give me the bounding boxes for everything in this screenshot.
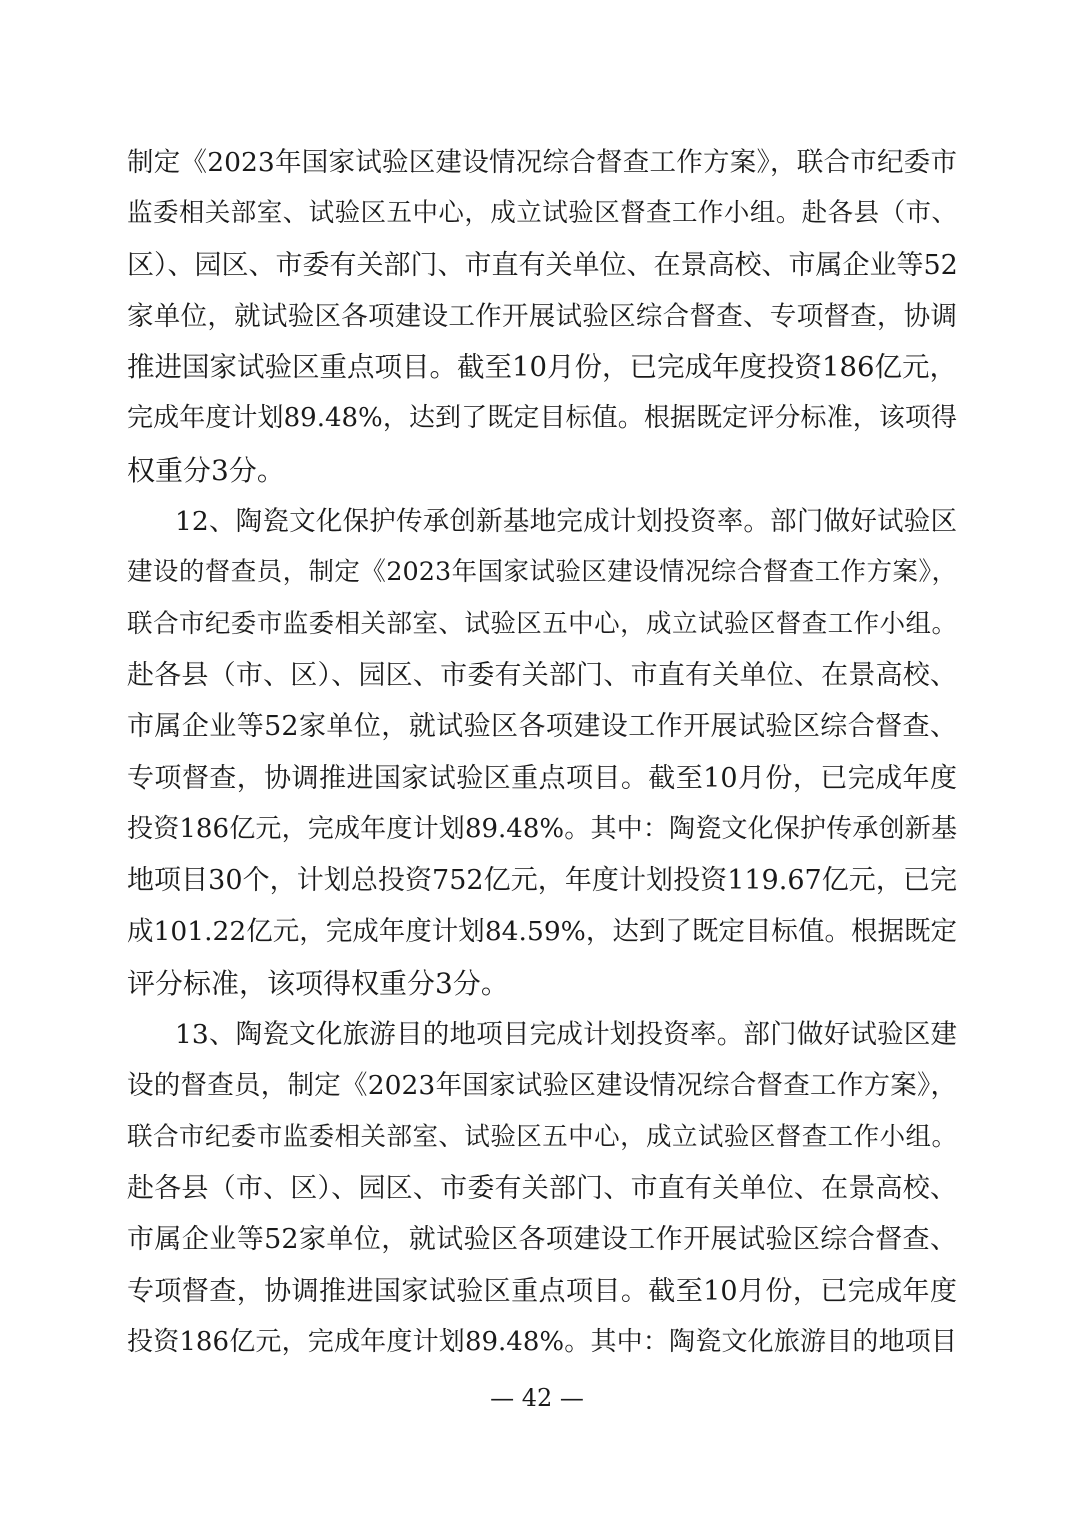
text-line: 监委相关部室、试验区五中心，成立试验区督查工作小组。赴各县（市、: [127, 198, 957, 229]
text-line: 市属企业等52家单位，就试验区各项建设工作开展试验区综合督查、: [127, 1224, 957, 1256]
text-line: 投资186亿元，完成年度计划89.48%。其中：陶瓷文化旅游目的地项目: [127, 1326, 957, 1357]
text-line: 专项督查，协调推进国家试验区重点项目。截至10月份，已完成年度: [127, 1275, 957, 1307]
text-line: 推进国家试验区重点项目。截至10月份，已完成年度投资186亿元，: [127, 351, 957, 384]
text-line: 市属企业等52家单位，就试验区各项建设工作开展试验区综合督查、: [127, 711, 957, 743]
text-line: 权重分3分。: [127, 453, 285, 487]
text-line: 联合市纪委市监委相关部室、试验区五中心，成立试验区督查工作小组。: [127, 608, 957, 639]
text-line: 12、陶瓷文化保护传承创新基地完成计划投资率。部门做好试验区: [175, 506, 957, 538]
text-line: 专项督查，协调推进国家试验区重点项目。截至10月份，已完成年度: [127, 762, 957, 794]
text-line: 设的督查员，制定《2023年国家试验区建设情况综合督查工作方案》，: [127, 1070, 957, 1102]
text-line: 13、陶瓷文化旅游目的地项目完成计划投资率。部门做好试验区建: [175, 1019, 957, 1051]
text-line: 完成年度计划89.48%，达到了既定目标值。根据既定评分标准，该项得: [127, 403, 957, 434]
text-line: 投资186亿元，完成年度计划89.48%。其中：陶瓷文化保护传承创新基: [127, 813, 957, 844]
text-line: 成101.22亿元，完成年度计划84.59%，达到了既定目标值。根据既定: [127, 916, 957, 948]
page-number: — 42 —: [490, 1384, 584, 1412]
text-line: 制定《2023年国家试验区建设情况综合督查工作方案》，联合市纪委市: [127, 147, 957, 178]
text-line: 联合市纪委市监委相关部室、试验区五中心，成立试验区督查工作小组。: [127, 1121, 957, 1152]
text-line: 地项目30个，计划总投资752亿元，年度计划投资119.67亿元，已完: [127, 865, 957, 897]
text-line: 区）、园区、市委有关部门、市直有关单位、在景高校、市属企业等52: [127, 249, 958, 281]
text-line: 赴各县（市、区）、园区、市委有关部门、市直有关单位、在景高校、: [127, 1172, 957, 1204]
text-line: 评分标准，该项得权重分3分。: [127, 966, 509, 1000]
text-line: 家单位，就试验区各项建设工作开展试验区综合督查、专项督查，协调: [127, 300, 957, 332]
body-text: [127, 137, 957, 1368]
text-line: 建设的督查员，制定《2023年国家试验区建设情况综合督查工作方案》，: [127, 557, 957, 588]
text-line: 赴各县（市、区）、园区、市委有关部门、市直有关单位、在景高校、: [127, 659, 957, 691]
